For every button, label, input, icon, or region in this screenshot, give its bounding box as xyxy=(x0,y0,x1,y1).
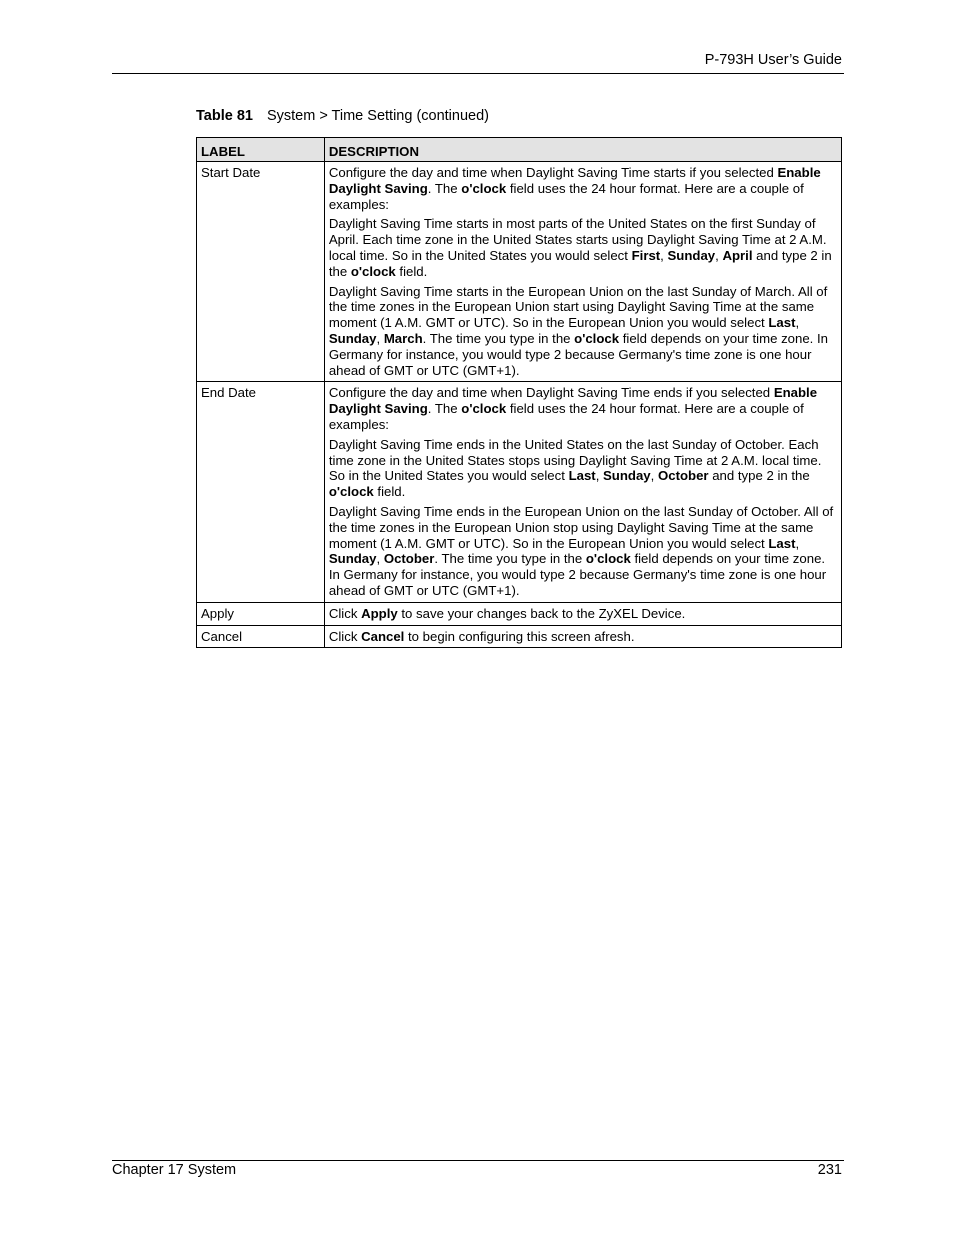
footer-divider xyxy=(112,1160,844,1161)
description-text: to begin configuring this screen afresh. xyxy=(404,628,635,644)
description-text: , xyxy=(376,551,384,567)
description-text: Configure the day and time when Daylight Saving Time ends if you selected xyxy=(328,385,774,401)
ui-term-bold: Sunday xyxy=(667,247,716,263)
description-text: , xyxy=(795,315,800,331)
ui-term-bold: Last xyxy=(568,468,596,484)
description-text: , xyxy=(795,535,800,551)
ui-term-bold: o'clock xyxy=(461,180,507,196)
row-description xyxy=(324,162,841,382)
ui-term-bold: o'clock xyxy=(350,263,396,279)
row-description xyxy=(324,382,841,602)
description-text: Daylight Saving Time ends in the European Union on the last Sunday of October. All of the time zones in the European Union stop using Daylight Saving Time at the same moment (1 A.M. GMT or UTC). So in the European Union you would select xyxy=(328,503,834,551)
table-number: Table 81 xyxy=(196,108,253,124)
ui-term-bold: o'clock xyxy=(461,401,507,417)
description-text: Daylight Saving Time starts in most parts of the United States on the first Sunday of April. Each time zone in the United States starts using Daylight Saving Time at 2 A.M. local time. So in the United States you would select xyxy=(328,216,827,263)
running-header-title: P-793H User’s Guide xyxy=(704,52,842,68)
table-title: System > Time Setting (continued) xyxy=(266,108,489,124)
ui-term-bold: Last xyxy=(768,315,796,331)
ui-term-bold: Apply xyxy=(361,605,398,621)
description-text: , xyxy=(376,330,384,346)
table-header-row xyxy=(197,138,842,162)
row-label: Cancel xyxy=(197,625,325,648)
description-text: field depends on your time zone. In Germany for instance, you would type 2 because Germany's time zone is one hour ahead of GMT or UTC (GMT+1). xyxy=(328,551,827,598)
description-text: Daylight Saving Time starts in the European Union on the last Sunday of March. All of the time zones in the European Union start using Daylight Saving Time at the same moment (1 A.M. GMT or UTC). So in the European Union you would select xyxy=(328,283,828,331)
description-paragraph xyxy=(329,504,837,599)
row-label: Apply xyxy=(197,602,325,625)
description-text: field. xyxy=(395,263,428,279)
description-text: Click xyxy=(328,628,362,644)
row-description xyxy=(324,625,841,648)
footer-page-number: 231 xyxy=(817,1162,842,1178)
description-text: and type 2 in the xyxy=(708,468,810,484)
table-caption xyxy=(196,108,489,124)
description-text: Daylight Saving Time ends in the United States on the last Sunday of October. Each time zone in the United States stops using Daylight Saving Time at 2 A.M. local time. So in the United States you would select xyxy=(328,436,822,484)
ui-term-bold: Sunday xyxy=(328,551,377,567)
description-text: . The time you type in the xyxy=(434,551,586,567)
description-text: and type 2 in the xyxy=(328,247,832,279)
description-text: . The time you type in the xyxy=(422,330,575,346)
description-text: to save your changes back to the ZyXEL Device. xyxy=(397,605,686,621)
table-body xyxy=(197,162,842,648)
ui-term-bold: Last xyxy=(768,535,796,551)
footer-chapter: Chapter 17 System xyxy=(112,1162,237,1178)
description-text: . The xyxy=(427,401,462,417)
description-paragraph xyxy=(329,165,837,212)
description-paragraph xyxy=(329,385,837,432)
description-text: Click xyxy=(328,605,362,621)
ui-term-bold: o'clock xyxy=(574,330,620,346)
description-text: field depends on your time zone. In Germany for instance, you would type 2 because Germany's time zone is one hour ahead of GMT or UTC (GMT+1). xyxy=(328,330,829,378)
description-paragraph xyxy=(329,284,837,379)
description-text: Configure the day and time when Daylight Saving Time starts if you selected xyxy=(328,165,778,180)
description-text: . The xyxy=(427,180,462,196)
description-paragraph xyxy=(329,606,837,622)
description-text: , xyxy=(715,247,723,263)
table-row xyxy=(197,602,842,625)
ui-term-bold: April xyxy=(722,247,753,263)
table-row xyxy=(197,162,842,382)
time-setting-table xyxy=(196,137,842,648)
ui-term-bold: October xyxy=(657,468,709,484)
description-text: , xyxy=(595,468,604,484)
description-paragraph xyxy=(329,216,837,279)
ui-term-bold: Sunday xyxy=(603,468,651,484)
column-header-description: DESCRIPTION xyxy=(324,138,841,162)
ui-term-bold: Cancel xyxy=(361,628,405,644)
ui-term-bold: Enable Daylight Saving xyxy=(328,165,821,196)
table-row xyxy=(197,382,842,602)
row-label: End Date xyxy=(197,382,325,602)
header-divider xyxy=(112,73,844,74)
column-header-label: LABEL xyxy=(197,138,325,162)
ui-term-bold: Sunday xyxy=(328,330,377,346)
description-text: field. xyxy=(373,484,406,500)
ui-term-bold: October xyxy=(383,551,435,567)
ui-term-bold: o'clock xyxy=(328,484,374,500)
ui-term-bold: o'clock xyxy=(585,551,631,567)
description-text: field uses the 24 hour format. Here are a couple of examples: xyxy=(328,180,804,212)
description-text: , xyxy=(660,247,668,263)
description-paragraph xyxy=(329,629,837,645)
ui-term-bold: March xyxy=(383,330,423,346)
ui-term-bold: First xyxy=(631,247,661,263)
description-paragraph xyxy=(329,437,837,500)
description-text: , xyxy=(650,468,658,484)
row-description xyxy=(324,602,841,625)
description-text: field uses the 24 hour format. Here are a couple of examples: xyxy=(328,401,804,432)
ui-term-bold: Enable Daylight Saving xyxy=(328,385,818,417)
row-label: Start Date xyxy=(197,162,325,382)
table-row xyxy=(197,625,842,648)
